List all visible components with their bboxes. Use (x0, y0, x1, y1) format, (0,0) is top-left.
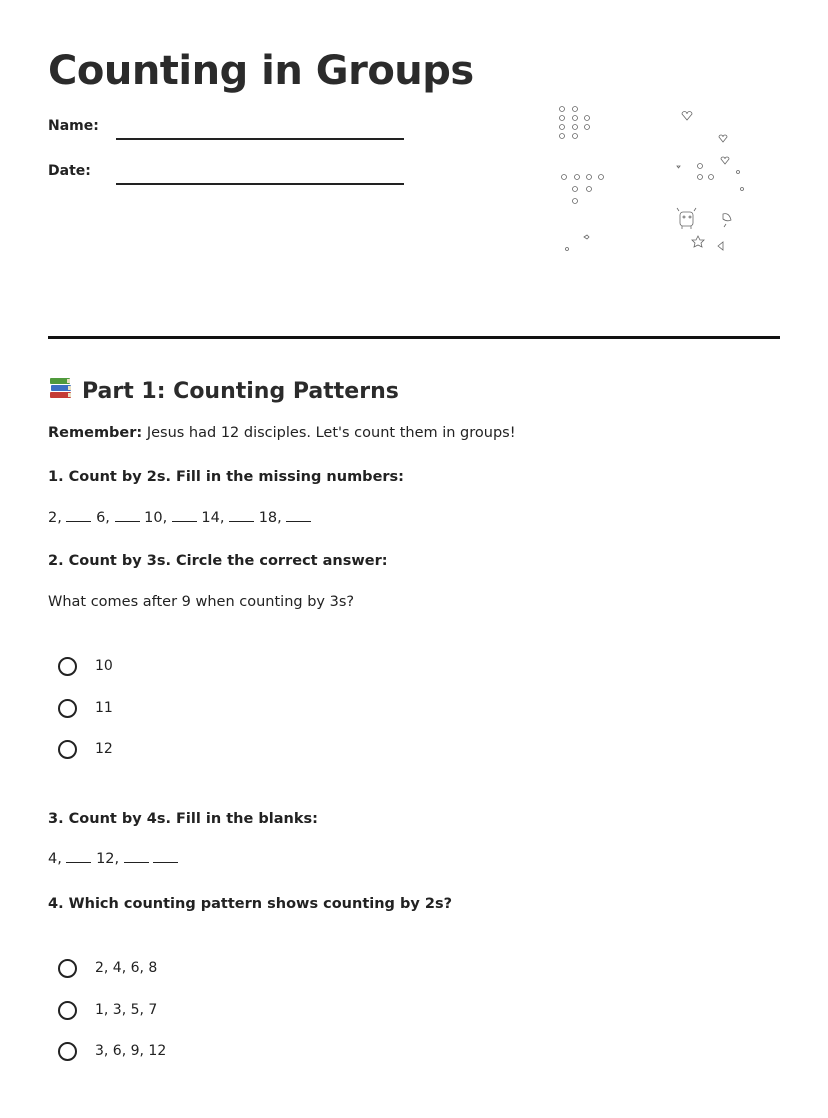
question-3-label: 3. Count by 4s. Fill in the blanks: (48, 811, 318, 827)
question-2-text: What comes after 9 when counting by 3s? (48, 594, 355, 610)
answer-blank[interactable] (66, 861, 91, 863)
sequence-number: 4, (48, 851, 62, 867)
date-label: Date: (48, 163, 91, 179)
radio-circle-icon[interactable] (58, 657, 77, 676)
leaf-icon (718, 242, 723, 250)
heart-icon (682, 112, 692, 121)
intro-line (48, 425, 516, 441)
option-label: 10 (95, 658, 113, 674)
heart-icon (584, 235, 589, 239)
question-3-sequence (48, 851, 178, 867)
name-line[interactable] (116, 138, 404, 140)
circle-group-icon (560, 107, 590, 139)
question-1-sequence (48, 510, 311, 526)
option-label: 1, 3, 5, 7 (95, 1002, 158, 1018)
circle-row-icon (562, 175, 604, 204)
answer-blank[interactable] (286, 520, 311, 522)
sequence-number: 14, (201, 510, 225, 526)
intro-bold: Remember: (48, 425, 143, 441)
option-label: 2, 4, 6, 8 (95, 960, 158, 976)
question-1-label: 1. Count by 2s. Fill in the missing numbers: (48, 469, 404, 485)
radio-circle-icon[interactable] (58, 740, 77, 759)
bird-icon (723, 214, 731, 227)
star-icon (692, 236, 704, 247)
radio-circle-icon[interactable] (58, 699, 77, 718)
page-title: Counting in Groups (48, 48, 474, 94)
option-label: 11 (95, 700, 113, 716)
name-label: Name: (48, 118, 99, 134)
sequence-number: 2, (48, 510, 62, 526)
radio-circle-icon[interactable] (58, 1001, 77, 1020)
answer-blank[interactable] (229, 520, 254, 522)
dog-icon (677, 208, 696, 229)
sequence-number: 12, (96, 851, 120, 867)
intro-text: Jesus had 12 disciples. Let's count them in groups! (146, 425, 516, 441)
option-label: 12 (95, 741, 113, 757)
date-line[interactable] (116, 183, 404, 185)
section-title-text: Part 1: Counting Patterns (82, 379, 399, 404)
answer-blank[interactable] (66, 520, 91, 522)
divider (48, 336, 780, 339)
answer-blank[interactable] (172, 520, 197, 522)
heart-icon (721, 157, 729, 164)
answer-blank[interactable] (153, 861, 178, 863)
option-label: 3, 6, 9, 12 (95, 1043, 167, 1059)
section-title (48, 375, 399, 404)
books-icon (48, 375, 74, 401)
sequence-number: 18, (258, 510, 282, 526)
question-4-label: 4. Which counting pattern shows counting by 2s? (48, 896, 452, 912)
counting-illustration (548, 96, 768, 266)
sequence-number: 6, (96, 510, 110, 526)
radio-circle-icon[interactable] (58, 959, 77, 978)
sequence-number: 10, (144, 510, 168, 526)
radio-circle-icon[interactable] (58, 1042, 77, 1061)
heart-icon (719, 135, 727, 142)
question-2-label: 2. Count by 3s. Circle the correct answer: (48, 553, 388, 569)
answer-blank[interactable] (124, 861, 149, 863)
answer-blank[interactable] (115, 520, 140, 522)
